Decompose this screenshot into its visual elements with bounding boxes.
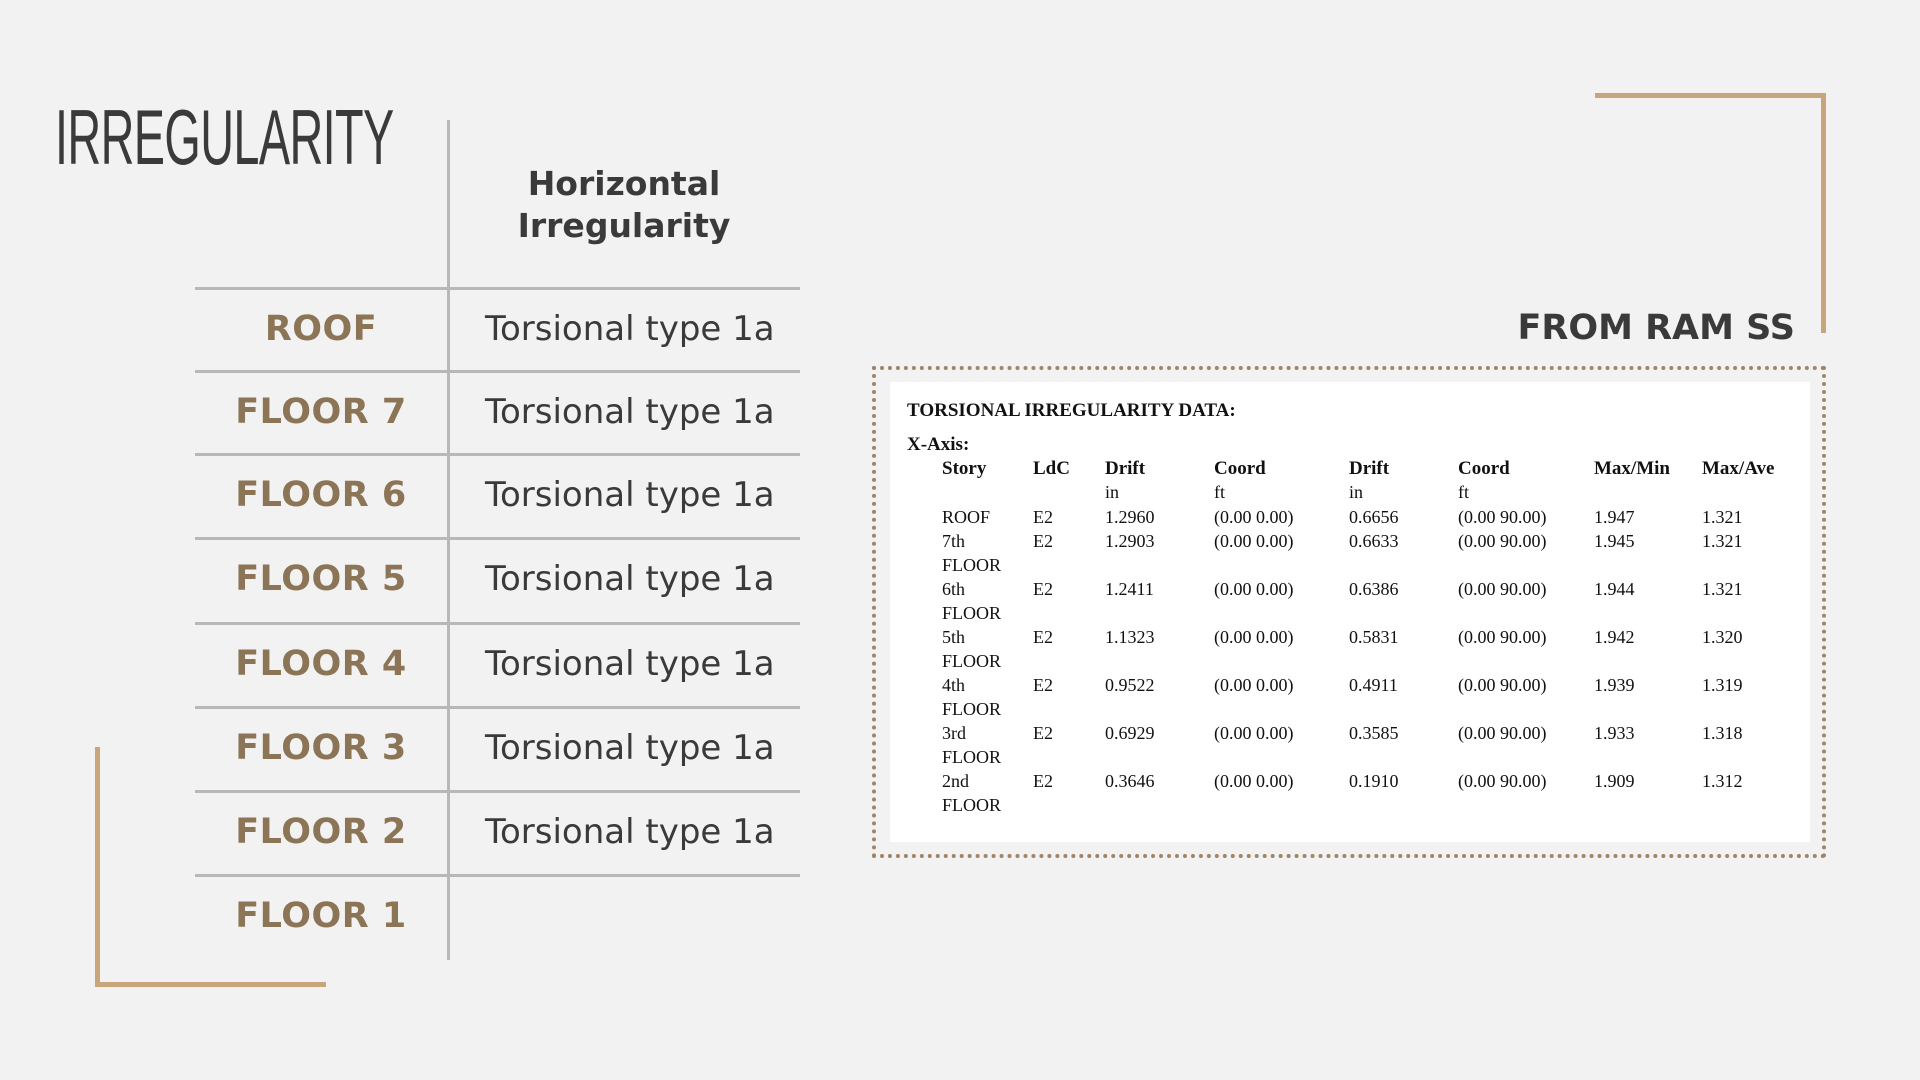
- data-cell-maxmin: 1.942: [1594, 627, 1635, 647]
- page-title: IRREGULARITY: [55, 93, 394, 181]
- data-cell-coord2: (0.00 90.00): [1458, 531, 1547, 551]
- data-column-unit: in: [1349, 482, 1364, 502]
- data-cell-drift1: 0.3646: [1105, 771, 1155, 791]
- row-label: FLOOR 1: [235, 895, 407, 936]
- data-cell-ldc: E2: [1033, 675, 1053, 695]
- data-cell-maxmin: 1.945: [1594, 531, 1635, 551]
- data-cell-ldc: E2: [1033, 579, 1053, 599]
- row-divider: [195, 537, 800, 540]
- row-label: ROOF: [264, 308, 378, 349]
- data-cell-coord2: (0.00 90.00): [1458, 771, 1547, 791]
- data-cell-maxave: 1.318: [1702, 723, 1743, 743]
- data-cell-maxmin: 1.933: [1594, 723, 1635, 743]
- row-label: FLOOR 7: [235, 391, 407, 432]
- data-cell-story: 2nd FLOOR: [942, 771, 1002, 815]
- data-cell-coord1: (0.00 0.00): [1214, 771, 1294, 791]
- data-cell-story: 7th FLOOR: [942, 531, 1002, 575]
- row-value: Torsional type 1a: [485, 308, 775, 349]
- data-column-header: LdC: [1033, 458, 1070, 479]
- row-value: Torsional type 1a: [485, 727, 775, 768]
- row-value: Torsional type 1a: [485, 643, 775, 684]
- axis-label: X-Axis:: [907, 434, 970, 455]
- data-cell-maxmin: 1.944: [1594, 579, 1635, 599]
- data-column-header: Drift: [1349, 458, 1390, 479]
- data-cell-coord1: (0.00 0.00): [1214, 627, 1294, 647]
- data-column-unit: in: [1105, 482, 1120, 502]
- data-cell-ldc: E2: [1033, 627, 1053, 647]
- data-cell-coord2: (0.00 90.00): [1458, 723, 1547, 743]
- data-column-header: Coord: [1458, 458, 1510, 479]
- data-cell-coord2: (0.00 90.00): [1458, 507, 1547, 527]
- row-divider: [195, 706, 800, 709]
- data-cell-story: ROOF: [942, 507, 991, 527]
- data-cell-drift2: 0.6656: [1349, 507, 1399, 527]
- row-divider: [195, 622, 800, 625]
- data-column-unit: ft: [1214, 482, 1225, 502]
- row-divider: [195, 874, 800, 877]
- data-cell-story: 6th FLOOR: [942, 579, 1002, 623]
- data-cell-maxmin: 1.939: [1594, 675, 1635, 695]
- data-cell-ldc: E2: [1033, 723, 1053, 743]
- data-cell-coord1: (0.00 0.00): [1214, 579, 1294, 599]
- row-value: Torsional type 1a: [485, 811, 775, 852]
- data-cell-maxave: 1.321: [1702, 507, 1743, 527]
- data-cell-story: 3rd FLOOR: [942, 723, 1002, 767]
- data-cell-drift1: 1.1323: [1105, 627, 1155, 647]
- row-divider: [195, 287, 800, 290]
- data-cell-maxave: 1.320: [1702, 627, 1743, 647]
- data-cell-drift2: 0.4911: [1349, 675, 1398, 695]
- data-cell-coord1: (0.00 0.00): [1214, 531, 1294, 551]
- data-cell-drift1: 0.6929: [1105, 723, 1155, 743]
- data-cell-story: 5th FLOOR: [942, 627, 1002, 671]
- row-label: FLOOR 5: [235, 558, 407, 599]
- data-cell-coord2: (0.00 90.00): [1458, 627, 1547, 647]
- data-cell-drift1: 1.2960: [1105, 507, 1155, 527]
- row-label: FLOOR 6: [235, 474, 407, 515]
- data-cell-drift2: 0.5831: [1349, 627, 1399, 647]
- torsional-data-card: [890, 382, 1810, 842]
- data-cell-coord1: (0.00 0.00): [1214, 507, 1294, 527]
- data-cell-drift1: 1.2903: [1105, 531, 1155, 551]
- data-cell-ldc: E2: [1033, 507, 1053, 527]
- row-label: FLOOR 4: [235, 643, 407, 684]
- data-column-header: Max/Min: [1594, 458, 1670, 479]
- corner-bracket-top-right: [1595, 93, 1826, 98]
- data-cell-maxave: 1.319: [1702, 675, 1743, 695]
- data-cell-maxave: 1.312: [1702, 771, 1743, 791]
- row-label: FLOOR 2: [235, 811, 407, 852]
- source-label: FROM RAM SS: [1517, 308, 1795, 348]
- data-cell-drift2: 0.6633: [1349, 531, 1399, 551]
- data-cell-drift2: 0.6386: [1349, 579, 1399, 599]
- row-value: Torsional type 1a: [485, 474, 775, 515]
- data-cell-maxave: 1.321: [1702, 579, 1743, 599]
- data-cell-ldc: E2: [1033, 531, 1053, 551]
- data-cell-coord2: (0.00 90.00): [1458, 675, 1547, 695]
- data-column-header: Coord: [1214, 458, 1266, 479]
- row-value: Torsional type 1a: [485, 558, 775, 599]
- corner-bracket-top-right-vertical: [1821, 93, 1826, 333]
- row-divider: [195, 790, 800, 793]
- data-column-header: Story: [942, 458, 987, 479]
- data-cell-drift1: 0.9522: [1105, 675, 1155, 695]
- row-label: FLOOR 3: [235, 727, 407, 768]
- data-column-header: Drift: [1105, 458, 1146, 479]
- data-heading: TORSIONAL IRREGULARITY DATA:: [907, 400, 1236, 421]
- data-column-header: Max/Ave: [1702, 458, 1775, 479]
- data-cell-coord1: (0.00 0.00): [1214, 723, 1294, 743]
- corner-bracket-bottom-left: [95, 982, 326, 987]
- data-column-unit: ft: [1458, 482, 1469, 502]
- row-divider: [195, 370, 800, 373]
- row-divider: [195, 453, 800, 456]
- data-cell-maxave: 1.321: [1702, 531, 1743, 551]
- data-cell-maxmin: 1.909: [1594, 771, 1635, 791]
- data-cell-ldc: E2: [1033, 771, 1053, 791]
- data-cell-drift1: 1.2411: [1105, 579, 1154, 599]
- data-cell-drift2: 0.3585: [1349, 723, 1399, 743]
- row-value: Torsional type 1a: [485, 391, 775, 432]
- column-header: Horizontal Irregularity: [517, 164, 731, 245]
- data-cell-story: 4th FLOOR: [942, 675, 1002, 719]
- data-cell-drift2: 0.1910: [1349, 771, 1399, 791]
- data-cell-coord2: (0.00 90.00): [1458, 579, 1547, 599]
- data-cell-coord1: (0.00 0.00): [1214, 675, 1294, 695]
- corner-bracket-bottom-left-vertical: [95, 747, 100, 987]
- data-cell-maxmin: 1.947: [1594, 507, 1635, 527]
